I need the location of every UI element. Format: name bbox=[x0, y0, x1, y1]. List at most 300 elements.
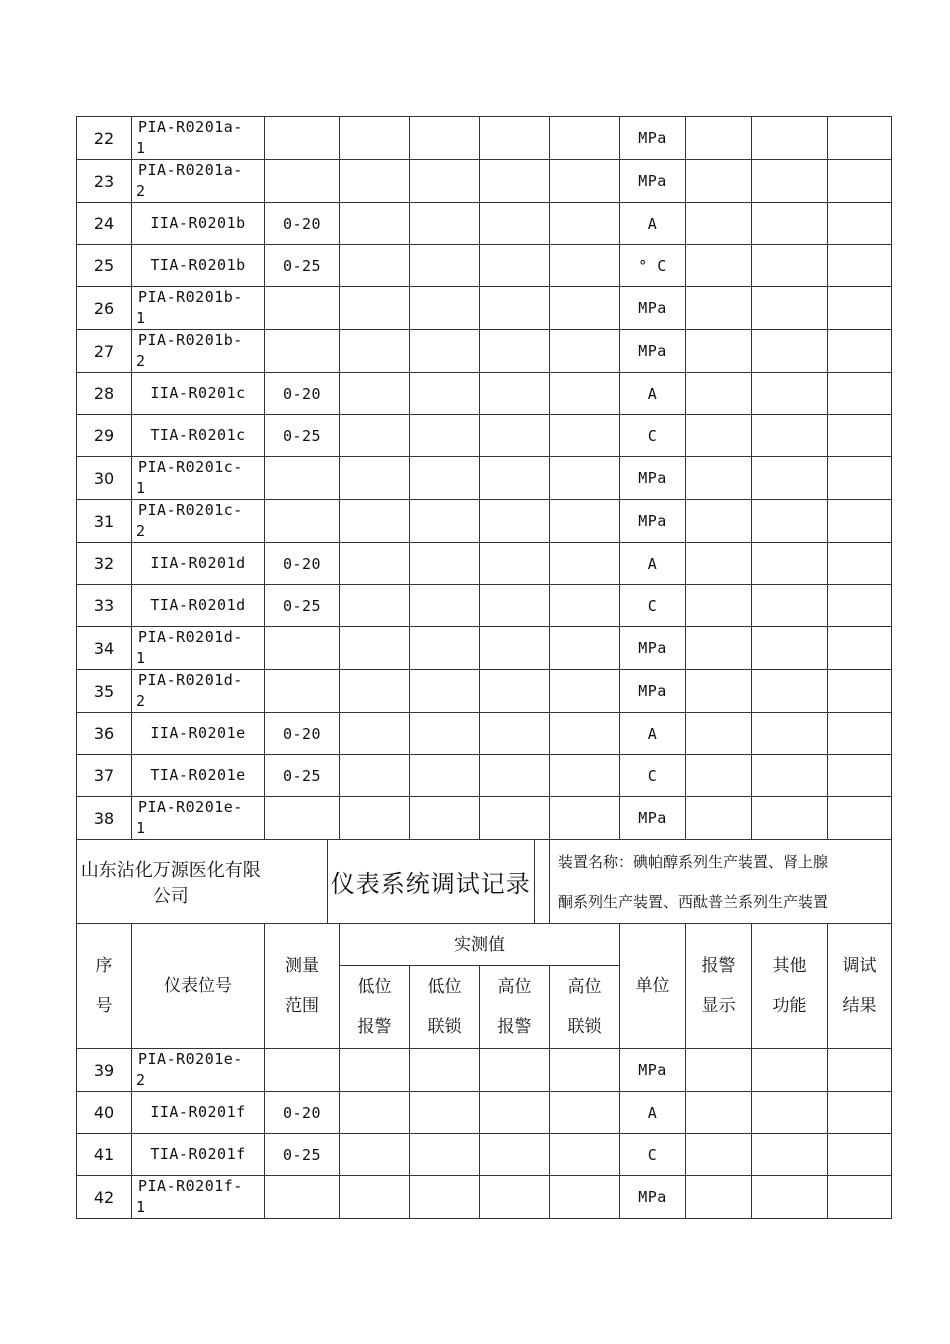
table-row bbox=[77, 500, 892, 543]
measured-value-cell bbox=[550, 287, 620, 330]
unit: MPa bbox=[620, 117, 686, 160]
instrument-tag bbox=[132, 117, 265, 160]
header-measured: 实测值 bbox=[340, 924, 620, 966]
result-cell bbox=[828, 500, 892, 543]
measured-value-cell bbox=[480, 160, 550, 203]
measured-value-cell bbox=[340, 585, 410, 627]
result-cell bbox=[828, 1092, 892, 1134]
measured-value-cell bbox=[410, 117, 480, 160]
result-cell bbox=[828, 670, 892, 713]
instrument-tag-line: PIA-R0201e- bbox=[138, 1050, 243, 1068]
measured-value-cell bbox=[410, 203, 480, 245]
instrument-tag bbox=[132, 713, 265, 755]
instrument-tag-line: 2 bbox=[136, 692, 146, 710]
unit: MPa bbox=[620, 500, 686, 543]
result-cell bbox=[828, 1134, 892, 1176]
result-cell bbox=[828, 415, 892, 457]
measure-range: 0-20 bbox=[265, 713, 340, 755]
instrument-tag bbox=[132, 543, 265, 585]
measured-value-cell bbox=[340, 245, 410, 287]
table-row bbox=[77, 457, 892, 500]
result-cell bbox=[828, 1049, 892, 1092]
other-function-cell bbox=[752, 1049, 828, 1092]
instrument-tag-line: IIA-R0201c bbox=[150, 384, 246, 402]
other-function-cell bbox=[752, 755, 828, 797]
measured-value-cell bbox=[550, 330, 620, 373]
measured-value-cell bbox=[550, 670, 620, 713]
other-function-cell bbox=[752, 457, 828, 500]
table-row bbox=[77, 1134, 892, 1176]
instrument-tag bbox=[132, 500, 265, 543]
header-unit: 单位 bbox=[620, 924, 686, 1049]
instrument-tag-line: TIA-R0201e bbox=[150, 766, 246, 784]
measured-value-cell bbox=[340, 160, 410, 203]
measure-range bbox=[265, 287, 340, 330]
instrument-tag bbox=[132, 1134, 265, 1176]
other-function-cell bbox=[752, 797, 828, 840]
table-row bbox=[77, 543, 892, 585]
instrument-tag-line: IIA-R0201f bbox=[150, 1103, 246, 1121]
alarm-display-cell bbox=[686, 203, 752, 245]
unit: MPa bbox=[620, 797, 686, 840]
other-function-cell bbox=[752, 1134, 828, 1176]
measured-value-cell bbox=[410, 755, 480, 797]
instrument-tag-line: IIA-R0201b bbox=[150, 214, 246, 232]
unit: MPa bbox=[620, 1049, 686, 1092]
result-cell bbox=[828, 245, 892, 287]
measured-value-cell bbox=[410, 245, 480, 287]
measured-value-cell bbox=[410, 457, 480, 500]
measured-value-cell bbox=[550, 203, 620, 245]
table-row bbox=[77, 287, 892, 330]
measured-value-cell bbox=[340, 373, 410, 415]
result-cell bbox=[828, 797, 892, 840]
result-cell bbox=[828, 457, 892, 500]
other-function-cell bbox=[752, 373, 828, 415]
instrument-tag bbox=[132, 373, 265, 415]
measured-value-cell bbox=[480, 330, 550, 373]
measured-value-cell bbox=[550, 755, 620, 797]
measured-value-cell bbox=[550, 797, 620, 840]
instrument-tag-line: 1 bbox=[136, 479, 146, 497]
instrument-tag bbox=[132, 415, 265, 457]
row-number: 40 bbox=[77, 1092, 132, 1134]
instrument-tag-line: PIA-R0201a- bbox=[138, 118, 243, 136]
other-function-cell bbox=[752, 160, 828, 203]
instrument-tag bbox=[132, 585, 265, 627]
measure-range: 0-25 bbox=[265, 245, 340, 287]
row-number: 38 bbox=[77, 797, 132, 840]
alarm-display-cell bbox=[686, 585, 752, 627]
instrument-tag bbox=[132, 457, 265, 500]
alarm-display-cell bbox=[686, 245, 752, 287]
instrument-tag-line: PIA-R0201f- bbox=[138, 1177, 243, 1195]
unit: MPa bbox=[620, 670, 686, 713]
alarm-display-cell bbox=[686, 415, 752, 457]
table-row bbox=[77, 160, 892, 203]
alarm-display-cell bbox=[686, 457, 752, 500]
header-tag: 仪表位号 bbox=[132, 924, 265, 1049]
instrument-tag bbox=[132, 203, 265, 245]
measured-value-cell bbox=[410, 373, 480, 415]
measured-value-cell bbox=[340, 543, 410, 585]
row-number: 27 bbox=[77, 330, 132, 373]
measured-value-cell bbox=[480, 755, 550, 797]
table-row bbox=[77, 373, 892, 415]
measured-value-cell bbox=[410, 415, 480, 457]
instrument-tag bbox=[132, 627, 265, 670]
device-name-line-2: 酮系列生产装置、西酞普兰系列生产装置 bbox=[558, 892, 829, 911]
row-number: 36 bbox=[77, 713, 132, 755]
measured-value-cell bbox=[410, 330, 480, 373]
alarm-display-cell bbox=[686, 1176, 752, 1219]
row-number: 33 bbox=[77, 585, 132, 627]
measured-value-cell bbox=[480, 117, 550, 160]
result-cell bbox=[828, 330, 892, 373]
instrument-tag bbox=[132, 245, 265, 287]
measure-range bbox=[265, 797, 340, 840]
instrument-tag-line: 1 bbox=[136, 649, 146, 667]
measured-value-cell bbox=[340, 1176, 410, 1219]
measured-value-cell bbox=[410, 797, 480, 840]
table-row bbox=[77, 1092, 892, 1134]
record-table bbox=[76, 116, 892, 1219]
header-no: 序 号 bbox=[77, 924, 132, 1049]
alarm-display-cell bbox=[686, 500, 752, 543]
measure-range bbox=[265, 1176, 340, 1219]
measure-range: 0-25 bbox=[265, 755, 340, 797]
alarm-display-cell bbox=[686, 670, 752, 713]
row-number: 28 bbox=[77, 373, 132, 415]
other-function-cell bbox=[752, 1176, 828, 1219]
measured-value-cell bbox=[410, 713, 480, 755]
instrument-tag bbox=[132, 160, 265, 203]
result-cell bbox=[828, 203, 892, 245]
unit: C bbox=[620, 415, 686, 457]
header-other: 其他 功能 bbox=[752, 924, 828, 1049]
instrument-tag-line: TIA-R0201b bbox=[150, 256, 246, 274]
result-cell bbox=[828, 713, 892, 755]
measure-range bbox=[265, 117, 340, 160]
instrument-tag-line: PIA-R0201d- bbox=[138, 628, 243, 646]
row-number: 34 bbox=[77, 627, 132, 670]
instrument-tag-line: IIA-R0201e bbox=[150, 724, 246, 742]
measured-value-cell bbox=[480, 585, 550, 627]
unit: A bbox=[620, 1092, 686, 1134]
measured-value-cell bbox=[340, 287, 410, 330]
row-number: 23 bbox=[77, 160, 132, 203]
unit: A bbox=[620, 713, 686, 755]
row-number: 25 bbox=[77, 245, 132, 287]
measured-value-cell bbox=[480, 797, 550, 840]
row-number: 35 bbox=[77, 670, 132, 713]
measured-value-cell bbox=[340, 797, 410, 840]
other-function-cell bbox=[752, 500, 828, 543]
unit: C bbox=[620, 1134, 686, 1176]
other-function-cell bbox=[752, 627, 828, 670]
measured-value-cell bbox=[480, 500, 550, 543]
measured-value-cell bbox=[340, 1092, 410, 1134]
measured-value-cell bbox=[340, 1134, 410, 1176]
result-cell bbox=[828, 287, 892, 330]
table-row bbox=[77, 117, 892, 160]
table-row bbox=[77, 330, 892, 373]
measured-value-cell bbox=[410, 627, 480, 670]
document-title: 仪表系统调试记录 bbox=[330, 870, 531, 898]
unit: A bbox=[620, 203, 686, 245]
measured-value-cell bbox=[550, 543, 620, 585]
measured-value-cell bbox=[550, 500, 620, 543]
measured-value-cell bbox=[550, 117, 620, 160]
result-cell bbox=[828, 543, 892, 585]
table-body-top bbox=[77, 117, 892, 840]
alarm-display-cell bbox=[686, 330, 752, 373]
header-range: 测量 范围 bbox=[265, 924, 340, 1049]
instrument-tag bbox=[132, 670, 265, 713]
debug-record-sheet bbox=[76, 116, 891, 1219]
device-name-line-1: 装置名称：碘帕醇系列生产装置、肾上腺 bbox=[558, 852, 829, 871]
measured-value-cell bbox=[550, 1092, 620, 1134]
measured-value-cell bbox=[410, 1092, 480, 1134]
unit: MPa bbox=[620, 457, 686, 500]
other-function-cell bbox=[752, 713, 828, 755]
instrument-tag-line: PIA-R0201d- bbox=[138, 671, 243, 689]
row-number: 31 bbox=[77, 500, 132, 543]
alarm-display-cell bbox=[686, 117, 752, 160]
row-number: 32 bbox=[77, 543, 132, 585]
header-low-lock: 低位 联锁 bbox=[410, 966, 480, 1049]
measured-value-cell bbox=[480, 457, 550, 500]
measure-range bbox=[265, 330, 340, 373]
other-function-cell bbox=[752, 330, 828, 373]
result-cell bbox=[828, 627, 892, 670]
measured-value-cell bbox=[480, 1049, 550, 1092]
measured-value-cell bbox=[480, 670, 550, 713]
alarm-display-cell bbox=[686, 543, 752, 585]
instrument-tag bbox=[132, 755, 265, 797]
table-header-band bbox=[77, 840, 892, 1049]
measure-range: 0-25 bbox=[265, 585, 340, 627]
instrument-tag-line: TIA-R0201f bbox=[150, 1145, 246, 1163]
measured-value-cell bbox=[410, 1134, 480, 1176]
measured-value-cell bbox=[340, 627, 410, 670]
table-row bbox=[77, 713, 892, 755]
measured-value-cell bbox=[550, 160, 620, 203]
measured-value-cell bbox=[340, 670, 410, 713]
other-function-cell bbox=[752, 585, 828, 627]
alarm-display-cell bbox=[686, 373, 752, 415]
measured-value-cell bbox=[340, 713, 410, 755]
alarm-display-cell bbox=[686, 713, 752, 755]
unit: C bbox=[620, 755, 686, 797]
measure-range bbox=[265, 457, 340, 500]
unit: MPa bbox=[620, 287, 686, 330]
instrument-tag-line: 1 bbox=[136, 1198, 146, 1216]
measured-value-cell bbox=[480, 713, 550, 755]
measure-range bbox=[265, 670, 340, 713]
other-function-cell bbox=[752, 670, 828, 713]
result-cell bbox=[828, 585, 892, 627]
measure-range: 0-20 bbox=[265, 203, 340, 245]
instrument-tag-line: IIA-R0201d bbox=[150, 554, 246, 572]
instrument-tag-line: 1 bbox=[136, 309, 146, 327]
alarm-display-cell bbox=[686, 160, 752, 203]
result-cell bbox=[828, 755, 892, 797]
instrument-tag bbox=[132, 1092, 265, 1134]
measured-value-cell bbox=[550, 1049, 620, 1092]
unit: MPa bbox=[620, 627, 686, 670]
unit: ° C bbox=[620, 245, 686, 287]
table-row bbox=[77, 245, 892, 287]
alarm-display-cell bbox=[686, 755, 752, 797]
measured-value-cell bbox=[550, 457, 620, 500]
other-function-cell bbox=[752, 203, 828, 245]
header-alarm-display: 报警 显示 bbox=[686, 924, 752, 1049]
instrument-tag-line: PIA-R0201a- bbox=[138, 161, 243, 179]
other-function-cell bbox=[752, 415, 828, 457]
measured-value-cell bbox=[340, 457, 410, 500]
instrument-tag-line: TIA-R0201d bbox=[150, 596, 246, 614]
header-low-alarm: 低位 报警 bbox=[340, 966, 410, 1049]
measured-value-cell bbox=[480, 245, 550, 287]
row-number: 41 bbox=[77, 1134, 132, 1176]
measured-value-cell bbox=[480, 627, 550, 670]
measured-value-cell bbox=[340, 1049, 410, 1092]
measure-range bbox=[265, 500, 340, 543]
measured-value-cell bbox=[480, 543, 550, 585]
measured-value-cell bbox=[550, 585, 620, 627]
row-number: 30 bbox=[77, 457, 132, 500]
measure-range: 0-20 bbox=[265, 543, 340, 585]
unit: MPa bbox=[620, 330, 686, 373]
measured-value-cell bbox=[550, 627, 620, 670]
alarm-display-cell bbox=[686, 1049, 752, 1092]
table-row bbox=[77, 1176, 892, 1219]
row-number: 29 bbox=[77, 415, 132, 457]
measured-value-cell bbox=[550, 245, 620, 287]
measured-value-cell bbox=[550, 415, 620, 457]
table-row bbox=[77, 670, 892, 713]
row-number: 24 bbox=[77, 203, 132, 245]
instrument-tag-line: PIA-R0201e- bbox=[138, 798, 243, 816]
table-body-bottom bbox=[77, 1049, 892, 1219]
measured-value-cell bbox=[550, 373, 620, 415]
measured-value-cell bbox=[480, 415, 550, 457]
instrument-tag-line: 2 bbox=[136, 1071, 146, 1089]
measured-value-cell bbox=[340, 117, 410, 160]
measured-value-cell bbox=[480, 203, 550, 245]
instrument-tag bbox=[132, 287, 265, 330]
instrument-tag-line: TIA-R0201c bbox=[150, 426, 246, 444]
alarm-display-cell bbox=[686, 287, 752, 330]
table-row bbox=[77, 1049, 892, 1092]
other-function-cell bbox=[752, 117, 828, 160]
unit: C bbox=[620, 585, 686, 627]
instrument-tag-line: PIA-R0201b- bbox=[138, 331, 243, 349]
instrument-tag-line: 2 bbox=[136, 182, 146, 200]
measure-range: 0-25 bbox=[265, 415, 340, 457]
measured-value-cell bbox=[340, 330, 410, 373]
measured-value-cell bbox=[410, 1049, 480, 1092]
other-function-cell bbox=[752, 543, 828, 585]
instrument-tag bbox=[132, 1049, 265, 1092]
instrument-tag-line: 2 bbox=[136, 522, 146, 540]
measured-value-cell bbox=[410, 160, 480, 203]
row-number: 39 bbox=[77, 1049, 132, 1092]
measured-value-cell bbox=[410, 500, 480, 543]
table-row bbox=[77, 585, 892, 627]
measured-value-cell bbox=[340, 755, 410, 797]
header-result: 调试 结果 bbox=[828, 924, 892, 1049]
header-high-lock: 高位 联锁 bbox=[550, 966, 620, 1049]
measured-value-cell bbox=[550, 713, 620, 755]
measured-value-cell bbox=[480, 1176, 550, 1219]
table-row bbox=[77, 755, 892, 797]
result-cell bbox=[828, 160, 892, 203]
result-cell bbox=[828, 117, 892, 160]
instrument-tag-line: 1 bbox=[136, 139, 146, 157]
unit: MPa bbox=[620, 160, 686, 203]
measured-value-cell bbox=[550, 1134, 620, 1176]
unit: MPa bbox=[620, 1176, 686, 1219]
measured-value-cell bbox=[410, 1176, 480, 1219]
measured-value-cell bbox=[410, 543, 480, 585]
result-cell bbox=[828, 1176, 892, 1219]
measured-value-cell bbox=[410, 585, 480, 627]
measured-value-cell bbox=[410, 287, 480, 330]
table-row bbox=[77, 627, 892, 670]
instrument-tag bbox=[132, 330, 265, 373]
measured-value-cell bbox=[480, 287, 550, 330]
unit: A bbox=[620, 543, 686, 585]
alarm-display-cell bbox=[686, 1092, 752, 1134]
instrument-tag-line: PIA-R0201c- bbox=[138, 458, 243, 476]
header-high-alarm: 高位 报警 bbox=[480, 966, 550, 1049]
device-name bbox=[550, 840, 892, 924]
result-cell bbox=[828, 373, 892, 415]
measured-value-cell bbox=[340, 500, 410, 543]
measure-range: 0-20 bbox=[265, 1092, 340, 1134]
measure-range bbox=[265, 1049, 340, 1092]
table-row bbox=[77, 415, 892, 457]
other-function-cell bbox=[752, 1092, 828, 1134]
instrument-tag bbox=[132, 1176, 265, 1219]
measured-value-cell bbox=[340, 203, 410, 245]
measure-range bbox=[265, 160, 340, 203]
row-number: 42 bbox=[77, 1176, 132, 1219]
company-name: 山东沾化万源医化有限公司 bbox=[77, 840, 265, 924]
measured-value-cell bbox=[340, 415, 410, 457]
alarm-display-cell bbox=[686, 1134, 752, 1176]
measured-value-cell bbox=[480, 373, 550, 415]
row-number: 37 bbox=[77, 755, 132, 797]
instrument-tag-line: 2 bbox=[136, 352, 146, 370]
alarm-display-cell bbox=[686, 627, 752, 670]
instrument-tag bbox=[132, 797, 265, 840]
measured-value-cell bbox=[480, 1134, 550, 1176]
unit: A bbox=[620, 373, 686, 415]
table-row bbox=[77, 797, 892, 840]
table-row bbox=[77, 203, 892, 245]
row-number: 22 bbox=[77, 117, 132, 160]
measure-range bbox=[265, 627, 340, 670]
measured-value-cell bbox=[480, 1092, 550, 1134]
other-function-cell bbox=[752, 287, 828, 330]
other-function-cell bbox=[752, 245, 828, 287]
measure-range: 0-25 bbox=[265, 1134, 340, 1176]
measured-value-cell bbox=[410, 670, 480, 713]
alarm-display-cell bbox=[686, 797, 752, 840]
